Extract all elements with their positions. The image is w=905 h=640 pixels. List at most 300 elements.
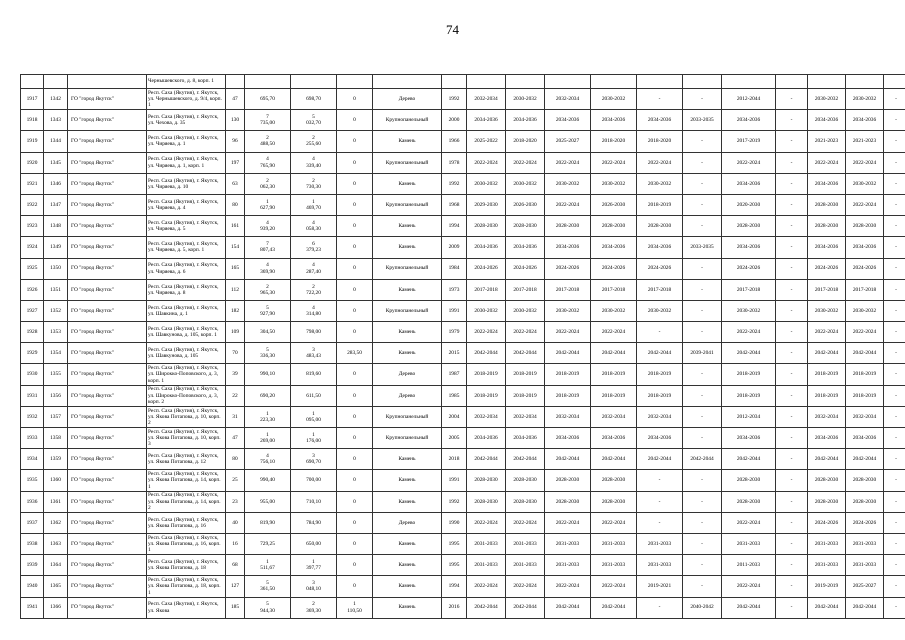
year-built-cell: 1968 xyxy=(442,194,467,215)
period-foundation-cell: 2031-2033 xyxy=(846,555,884,576)
period-elevator-cell: - xyxy=(683,555,722,576)
house-id-cell: 1354 xyxy=(44,343,68,364)
period-water-cell: 2026-2030 xyxy=(591,194,637,215)
period-roof-cell: 2022-2024 xyxy=(467,152,506,173)
period-sewer-cell: 2028-2030 xyxy=(637,216,683,237)
nonres-area-cell: 0 xyxy=(337,449,373,470)
house-id-cell: 1357 xyxy=(44,406,68,427)
period-foundation-cell: 2032-2034 xyxy=(846,406,884,427)
wall-material-cell: Камень xyxy=(373,533,442,554)
period-heating-cell: 2030-2032 xyxy=(545,173,591,194)
period-elevator-cell: - xyxy=(683,533,722,554)
period-elevator-cell: - xyxy=(683,258,722,279)
period-water-cell: 2028-2030 xyxy=(591,216,637,237)
period-sewer-cell: 2042-2044 xyxy=(637,449,683,470)
period-water-cell: 2030-2032 xyxy=(591,89,637,110)
period-gas-cell: - xyxy=(776,237,808,258)
period-other-cell: - xyxy=(884,279,905,300)
period-sewer-cell: 2034-2036 xyxy=(637,237,683,258)
period-roof-cell: 2042-2044 xyxy=(467,343,506,364)
house-id-cell: 1353 xyxy=(44,322,68,343)
apartments-cell: 23 xyxy=(226,491,245,512)
total-area-cell: 1 269,00 xyxy=(245,428,291,449)
living-area-cell: 3 690,70 xyxy=(291,449,337,470)
period-water-cell: 2042-2044 xyxy=(591,449,637,470)
period-electric-cell: 2017-2019 xyxy=(722,131,776,152)
period-foundation-cell: 2022-2024 xyxy=(846,152,884,173)
period-basement-cell: 2022-2024 xyxy=(808,322,846,343)
address-cell: Респ. Саха (Якутия), г. Якутск, ул. Чиряева, д. 6 xyxy=(147,258,226,279)
period-elevator-cell: 2042-2044 xyxy=(683,449,722,470)
period-heating-cell: 2028-2030 xyxy=(545,491,591,512)
house-id-cell: 1352 xyxy=(44,300,68,321)
period-electric-cell: 2030-2032 xyxy=(722,300,776,321)
period-gas-cell: - xyxy=(776,364,808,385)
table-row xyxy=(21,131,905,152)
period-other-cell: - xyxy=(884,300,905,321)
living-area-cell: 2 369,30 xyxy=(291,597,337,618)
living-area-cell: 710,10 xyxy=(291,491,337,512)
period-other-cell: - xyxy=(884,131,905,152)
period-basement-cell: 2032-2034 xyxy=(808,406,846,427)
period-elevator-cell: - xyxy=(683,470,722,491)
year-built-cell: 1992 xyxy=(442,89,467,110)
period-basement-cell: 2042-2044 xyxy=(808,343,846,364)
living-area-cell: 2 255,60 xyxy=(291,131,337,152)
year-built-cell: 1966 xyxy=(442,131,467,152)
period-elevator-cell: - xyxy=(683,152,722,173)
period-gas-cell: - xyxy=(776,110,808,131)
apartments-cell: 40 xyxy=(226,512,245,533)
apartments-cell: 31 xyxy=(226,406,245,427)
period-facade-cell: 2024-2026 xyxy=(506,258,545,279)
living-area-cell: 798,00 xyxy=(291,322,337,343)
period-elevator-cell: - xyxy=(683,194,722,215)
period-sewer-cell: 2017-2018 xyxy=(637,279,683,300)
period-water-cell: 2022-2024 xyxy=(591,152,637,173)
period-electric-cell: 2017-2018 xyxy=(722,279,776,300)
period-other-cell: - xyxy=(884,89,905,110)
period-sewer-cell: 2030-2032 xyxy=(637,300,683,321)
year-built-cell: 2000 xyxy=(442,110,467,131)
wall-material-cell: Крупнопанельный xyxy=(373,406,442,427)
municipality-cell: ГО "город Якутск" xyxy=(68,343,147,364)
row-no-cell: 1936 xyxy=(21,491,44,512)
period-basement-cell: 2031-2033 xyxy=(808,555,846,576)
period-basement-cell: 2034-2036 xyxy=(808,428,846,449)
period-basement-cell: 2022-2024 xyxy=(808,152,846,173)
period-basement-cell: 2028-2030 xyxy=(808,216,846,237)
period-other-cell: - xyxy=(884,491,905,512)
period-elevator-cell: 2040-2042 xyxy=(683,597,722,618)
period-roof-cell: 2022-2024 xyxy=(467,576,506,597)
living-area-cell: 1 095,00 xyxy=(291,406,337,427)
period-basement-cell: 2018-2019 xyxy=(808,364,846,385)
living-area-cell: 700,00 xyxy=(291,470,337,491)
total-area-cell: 729,25 xyxy=(245,533,291,554)
living-area-cell: 784,90 xyxy=(291,512,337,533)
nonres-area-cell: 1 110,50 xyxy=(337,597,373,618)
nonres-area-cell: 0 xyxy=(337,576,373,597)
year-built-cell: 1991 xyxy=(442,470,467,491)
year-built-cell: 1992 xyxy=(442,173,467,194)
period-basement-cell: 2034-2036 xyxy=(808,110,846,131)
nonres-area-cell: 0 xyxy=(337,216,373,237)
address-cell: Респ. Саха (Якутия), г. Якутск, ул. Чиряева, д. 1 xyxy=(147,131,226,152)
nonres-area-cell: 0 xyxy=(337,89,373,110)
municipality-cell: ГО "город Якутск" xyxy=(68,470,147,491)
period-foundation-cell: 2018-2019 xyxy=(846,364,884,385)
period-roof-cell: 2034-2036 xyxy=(467,110,506,131)
period-other-cell: - xyxy=(884,343,905,364)
period-basement-cell: 2030-2032 xyxy=(808,300,846,321)
year-built-cell: 1979 xyxy=(442,322,467,343)
period-sewer-cell: - xyxy=(637,491,683,512)
period-facade-cell: 2018-2019 xyxy=(506,385,545,406)
period-elevator-cell: 2033-2035 xyxy=(683,110,722,131)
period-heating-cell: 2022-2024 xyxy=(545,576,591,597)
period-gas-cell: - xyxy=(776,343,808,364)
apartments-cell: 182 xyxy=(226,300,245,321)
total-area-cell: 1 511,67 xyxy=(245,555,291,576)
period-basement-cell: 2034-2036 xyxy=(808,173,846,194)
address-cell: Респ. Саха (Якутия), г. Якутск, ул. Шавкина, д. 1 xyxy=(147,300,226,321)
year-built-cell: 1994 xyxy=(442,576,467,597)
period-foundation-cell: 2030-2032 xyxy=(846,173,884,194)
period-foundation-cell: 2028-2030 xyxy=(846,470,884,491)
period-foundation-cell: 2031-2033 xyxy=(846,533,884,554)
period-basement-cell: 2024-2026 xyxy=(808,258,846,279)
period-basement-cell: 2021-2023 xyxy=(808,131,846,152)
period-water-cell: 2032-2034 xyxy=(591,406,637,427)
table-row xyxy=(21,576,905,597)
period-roof-cell: 2032-2034 xyxy=(467,89,506,110)
table-row xyxy=(21,343,905,364)
period-heating-cell: 2022-2024 xyxy=(545,512,591,533)
row-no-cell: 1930 xyxy=(21,364,44,385)
period-foundation-cell: 2030-2032 xyxy=(846,89,884,110)
total-area-cell: 7 807,43 xyxy=(245,237,291,258)
table-row xyxy=(21,491,905,512)
period-facade-cell: 2022-2024 xyxy=(506,512,545,533)
period-facade-cell: 2018-2019 xyxy=(506,364,545,385)
period-foundation-cell: 2028-2030 xyxy=(846,491,884,512)
house-id-cell: 1350 xyxy=(44,258,68,279)
period-other-cell: - xyxy=(884,597,905,618)
row-no-cell: 1941 xyxy=(21,597,44,618)
period-other-cell: - xyxy=(884,385,905,406)
period-electric-cell: 2012-2034 xyxy=(722,406,776,427)
period-foundation-cell: 2028-2030 xyxy=(846,216,884,237)
period-elevator-cell: - xyxy=(683,491,722,512)
period-electric-cell: 2022-2024 xyxy=(722,512,776,533)
period-other-cell: - xyxy=(884,152,905,173)
living-area-cell: 4 314,80 xyxy=(291,300,337,321)
apartments-cell: 22 xyxy=(226,385,245,406)
total-area-cell: 2 062,30 xyxy=(245,173,291,194)
nonres-area-cell: 0 xyxy=(337,470,373,491)
period-foundation-cell: 2034-2036 xyxy=(846,428,884,449)
total-area-cell: 4 765,90 xyxy=(245,152,291,173)
apartments-cell: 96 xyxy=(226,131,245,152)
period-other-cell: - xyxy=(884,449,905,470)
table-row xyxy=(21,258,905,279)
row-no-cell: 1940 xyxy=(21,576,44,597)
period-facade-cell: 2026-2030 xyxy=(506,194,545,215)
address-cell: Респ. Саха (Якутия), г. Якутск, ул. Шавкунова, д. 105 xyxy=(147,343,226,364)
apartments-cell: 80 xyxy=(226,194,245,215)
wall-material-cell: Камень xyxy=(373,173,442,194)
period-facade-cell: 2030-2032 xyxy=(506,173,545,194)
wall-material-cell: Крупнопанельный xyxy=(373,152,442,173)
period-heating-cell: 2017-2018 xyxy=(545,279,591,300)
living-area-cell: 4 058,30 xyxy=(291,216,337,237)
period-heating-cell: 2042-2044 xyxy=(545,449,591,470)
table-row xyxy=(21,597,905,618)
period-gas-cell: - xyxy=(776,300,808,321)
period-elevator-cell: - xyxy=(683,512,722,533)
period-water-cell: 2031-2033 xyxy=(591,555,637,576)
row-no-cell: 1923 xyxy=(21,216,44,237)
period-foundation-cell: 2022-2024 xyxy=(846,194,884,215)
table-row xyxy=(21,428,905,449)
wall-material-cell: Камень xyxy=(373,237,442,258)
table-row xyxy=(21,555,905,576)
period-other-cell: - xyxy=(884,533,905,554)
living-area-cell: 1 469,70 xyxy=(291,194,337,215)
nonres-area-cell: 0 xyxy=(337,406,373,427)
table-row xyxy=(21,533,905,554)
wall-material-cell: Крупнопанельный xyxy=(373,194,442,215)
period-electric-cell: 2042-2044 xyxy=(722,343,776,364)
wall-material-cell: Камень xyxy=(373,216,442,237)
period-water-cell: 2030-2032 xyxy=(591,300,637,321)
living-area-cell: 611,50 xyxy=(291,385,337,406)
period-electric-cell: 2018-2019 xyxy=(722,364,776,385)
wall-material-cell: Камень xyxy=(373,131,442,152)
table-row xyxy=(21,385,905,406)
year-built-cell: 2015 xyxy=(442,343,467,364)
apartments-cell: 185 xyxy=(226,597,245,618)
period-gas-cell: - xyxy=(776,258,808,279)
address-cell: Респ. Саха (Якутия), г. Якутск, ул. Чиряева, д. 10 xyxy=(147,173,226,194)
period-water-cell: 2022-2024 xyxy=(591,576,637,597)
period-elevator-cell: - xyxy=(683,279,722,300)
wall-material-cell: Камень xyxy=(373,597,442,618)
period-roof-cell: 2042-2044 xyxy=(467,449,506,470)
period-heating-cell: 2030-2032 xyxy=(545,300,591,321)
period-electric-cell: 2024-2026 xyxy=(722,258,776,279)
living-area-cell: 2 722,20 xyxy=(291,279,337,300)
house-id-cell: 1356 xyxy=(44,385,68,406)
living-area-cell: 650,00 xyxy=(291,533,337,554)
row-no-cell: 1929 xyxy=(21,343,44,364)
period-heating-cell: 2032-2034 xyxy=(545,406,591,427)
table-row xyxy=(21,364,905,385)
period-other-cell: - xyxy=(884,576,905,597)
period-sewer-cell: 2034-2036 xyxy=(637,428,683,449)
nonres-area-cell: 0 xyxy=(337,512,373,533)
period-water-cell: 2017-2018 xyxy=(591,279,637,300)
period-elevator-cell: - xyxy=(683,364,722,385)
period-gas-cell: - xyxy=(776,449,808,470)
table-row xyxy=(21,322,905,343)
total-area-cell: 695,70 xyxy=(245,89,291,110)
nonres-area-cell: 0 xyxy=(337,237,373,258)
period-basement-cell: 2031-2033 xyxy=(808,533,846,554)
municipality-cell: ГО "город Якутск" xyxy=(68,512,147,533)
address-cell: Респ. Саха (Якутия), г. Якутск, ул. Чехова, д. 35 xyxy=(147,110,226,131)
apartments-cell: 154 xyxy=(226,237,245,258)
period-elevator-cell: - xyxy=(683,173,722,194)
address-cell: Респ. Саха (Якутия), г. Якутск, ул. Якова xyxy=(147,597,226,618)
period-gas-cell: - xyxy=(776,428,808,449)
period-other-cell: - xyxy=(884,173,905,194)
period-electric-cell: 2034-2036 xyxy=(722,428,776,449)
municipality-cell: ГО "город Якутск" xyxy=(68,364,147,385)
total-area-cell: 5 927,90 xyxy=(245,300,291,321)
wall-material-cell: Камень xyxy=(373,470,442,491)
period-roof-cell: 2034-2036 xyxy=(467,428,506,449)
house-id-cell: 1343 xyxy=(44,110,68,131)
period-heating-cell: 2034-2036 xyxy=(545,110,591,131)
period-water-cell: 2031-2033 xyxy=(591,533,637,554)
total-area-cell: 2 965,30 xyxy=(245,279,291,300)
living-area-cell: 819,60 xyxy=(291,364,337,385)
municipality-cell: ГО "город Якутск" xyxy=(68,428,147,449)
house-id-cell: 1366 xyxy=(44,597,68,618)
period-gas-cell: - xyxy=(776,406,808,427)
period-electric-cell: 2031-2033 xyxy=(722,533,776,554)
period-roof-cell: 2024-2026 xyxy=(467,258,506,279)
period-basement-cell: 2042-2044 xyxy=(808,597,846,618)
row-no-cell: 1938 xyxy=(21,533,44,554)
address-cell: Респ. Саха (Якутия), г. Якутск, ул. Широкко-Поповского, д. 3, корп. 1 xyxy=(147,364,226,385)
period-sewer-cell: - xyxy=(637,89,683,110)
period-electric-cell: 2011-2033 xyxy=(722,555,776,576)
period-heating-cell: 2042-2044 xyxy=(545,597,591,618)
municipality-cell: ГО "город Якутск" xyxy=(68,152,147,173)
period-foundation-cell: 2022-2024 xyxy=(846,322,884,343)
period-electric-cell: 2018-2019 xyxy=(722,385,776,406)
row-no-cell: 1928 xyxy=(21,322,44,343)
total-area-cell: 1 223,30 xyxy=(245,406,291,427)
row-no-cell: 1924 xyxy=(21,237,44,258)
municipality-cell: ГО "город Якутск" xyxy=(68,279,147,300)
house-id-cell: 1361 xyxy=(44,491,68,512)
period-electric-cell: 2022-2024 xyxy=(722,322,776,343)
nonres-area-cell: 0 xyxy=(337,364,373,385)
nonres-area-cell: 283,50 xyxy=(337,343,373,364)
period-elevator-cell: - xyxy=(683,300,722,321)
period-other-cell: - xyxy=(884,110,905,131)
row-no-cell: 1932 xyxy=(21,406,44,427)
table-row xyxy=(21,194,905,215)
period-sewer-cell: 2034-2036 xyxy=(637,110,683,131)
period-gas-cell: - xyxy=(776,279,808,300)
period-facade-cell: 2028-2030 xyxy=(506,216,545,237)
house-id-cell: 1348 xyxy=(44,216,68,237)
period-other-cell: - xyxy=(884,428,905,449)
wall-material-cell: Дерево xyxy=(373,364,442,385)
period-sewer-cell: 2030-2032 xyxy=(637,173,683,194)
nonres-area-cell: 0 xyxy=(337,110,373,131)
house-id-cell: 1365 xyxy=(44,576,68,597)
living-area-cell: 1 176,00 xyxy=(291,428,337,449)
living-area-cell: 4 339,40 xyxy=(291,152,337,173)
period-gas-cell: - xyxy=(776,194,808,215)
period-water-cell: 2030-2032 xyxy=(591,173,637,194)
period-gas-cell: - xyxy=(776,555,808,576)
nonres-area-cell: 0 xyxy=(337,131,373,152)
period-heating-cell: 2022-2024 xyxy=(545,322,591,343)
address-cell: Респ. Саха (Якутия), г. Якутск, ул. Якова Потапова, д. 16, корп. 1 xyxy=(147,533,226,554)
period-roof-cell: 2032-2034 xyxy=(467,406,506,427)
address-cell: Респ. Саха (Якутия), г. Якутск, ул. Чиряева, д. 4 xyxy=(147,194,226,215)
address-cell: Респ. Саха (Якутия), г. Якутск, ул. Якова Потапова, д. 12 xyxy=(147,449,226,470)
address-cell: Респ. Саха (Якутия), г. Якутск, ул. Чиряева, д. 1, корп. 1 xyxy=(147,152,226,173)
period-sewer-cell: 2032-2034 xyxy=(637,406,683,427)
address-cell: Респ. Саха (Якутия), г. Якутск, ул. Чернышевского, д. 9/4, корп. 1 xyxy=(147,89,226,110)
period-sewer-cell: 2031-2033 xyxy=(637,555,683,576)
period-roof-cell: 2034-2036 xyxy=(467,237,506,258)
row-no-cell: 1917 xyxy=(21,89,44,110)
municipality-cell: ГО "город Якутск" xyxy=(68,89,147,110)
period-gas-cell: - xyxy=(776,533,808,554)
year-built-cell: 1973 xyxy=(442,279,467,300)
period-gas-cell: - xyxy=(776,152,808,173)
period-facade-cell: 2031-2033 xyxy=(506,555,545,576)
housing-registry-table xyxy=(20,74,905,619)
period-gas-cell: - xyxy=(776,597,808,618)
period-elevator-cell: - xyxy=(683,89,722,110)
municipality-cell: ГО "город Якутск" xyxy=(68,131,147,152)
row-no-cell: 1927 xyxy=(21,300,44,321)
period-basement-cell: 2034-2036 xyxy=(808,237,846,258)
period-roof-cell: 2022-2024 xyxy=(467,512,506,533)
total-area-cell: 4 369,90 xyxy=(245,258,291,279)
wall-material-cell: Камень xyxy=(373,555,442,576)
address-cell: Чернышевского, д. 8, корп. 1 xyxy=(147,75,226,89)
row-no-cell: 1935 xyxy=(21,470,44,491)
period-other-cell: - xyxy=(884,194,905,215)
period-elevator-cell: - xyxy=(683,385,722,406)
period-facade-cell: 2018-2020 xyxy=(506,131,545,152)
house-id-cell: 1362 xyxy=(44,512,68,533)
period-roof-cell: 2029-2030 xyxy=(467,194,506,215)
municipality-cell: ГО "город Якутск" xyxy=(68,258,147,279)
municipality-cell: ГО "город Якутск" xyxy=(68,491,147,512)
period-sewer-cell: 2042-2044 xyxy=(637,343,683,364)
period-roof-cell: 2031-2033 xyxy=(467,533,506,554)
table-row xyxy=(21,216,905,237)
municipality-cell: ГО "город Якутск" xyxy=(68,216,147,237)
living-area-cell: 6 379,23 xyxy=(291,237,337,258)
period-sewer-cell: 2022-2024 xyxy=(637,152,683,173)
period-elevator-cell: - xyxy=(683,131,722,152)
house-id-cell: 1344 xyxy=(44,131,68,152)
period-foundation-cell: 2042-2044 xyxy=(846,343,884,364)
period-elevator-cell: 2033-2035 xyxy=(683,237,722,258)
period-facade-cell: 2022-2024 xyxy=(506,152,545,173)
period-heating-cell: 2022-2024 xyxy=(545,152,591,173)
apartments-cell: 39 xyxy=(226,364,245,385)
house-id-cell: 1360 xyxy=(44,470,68,491)
house-id-cell: 1363 xyxy=(44,533,68,554)
house-id-cell: 1364 xyxy=(44,555,68,576)
nonres-area-cell: 0 xyxy=(337,194,373,215)
period-roof-cell: 2022-2024 xyxy=(467,322,506,343)
